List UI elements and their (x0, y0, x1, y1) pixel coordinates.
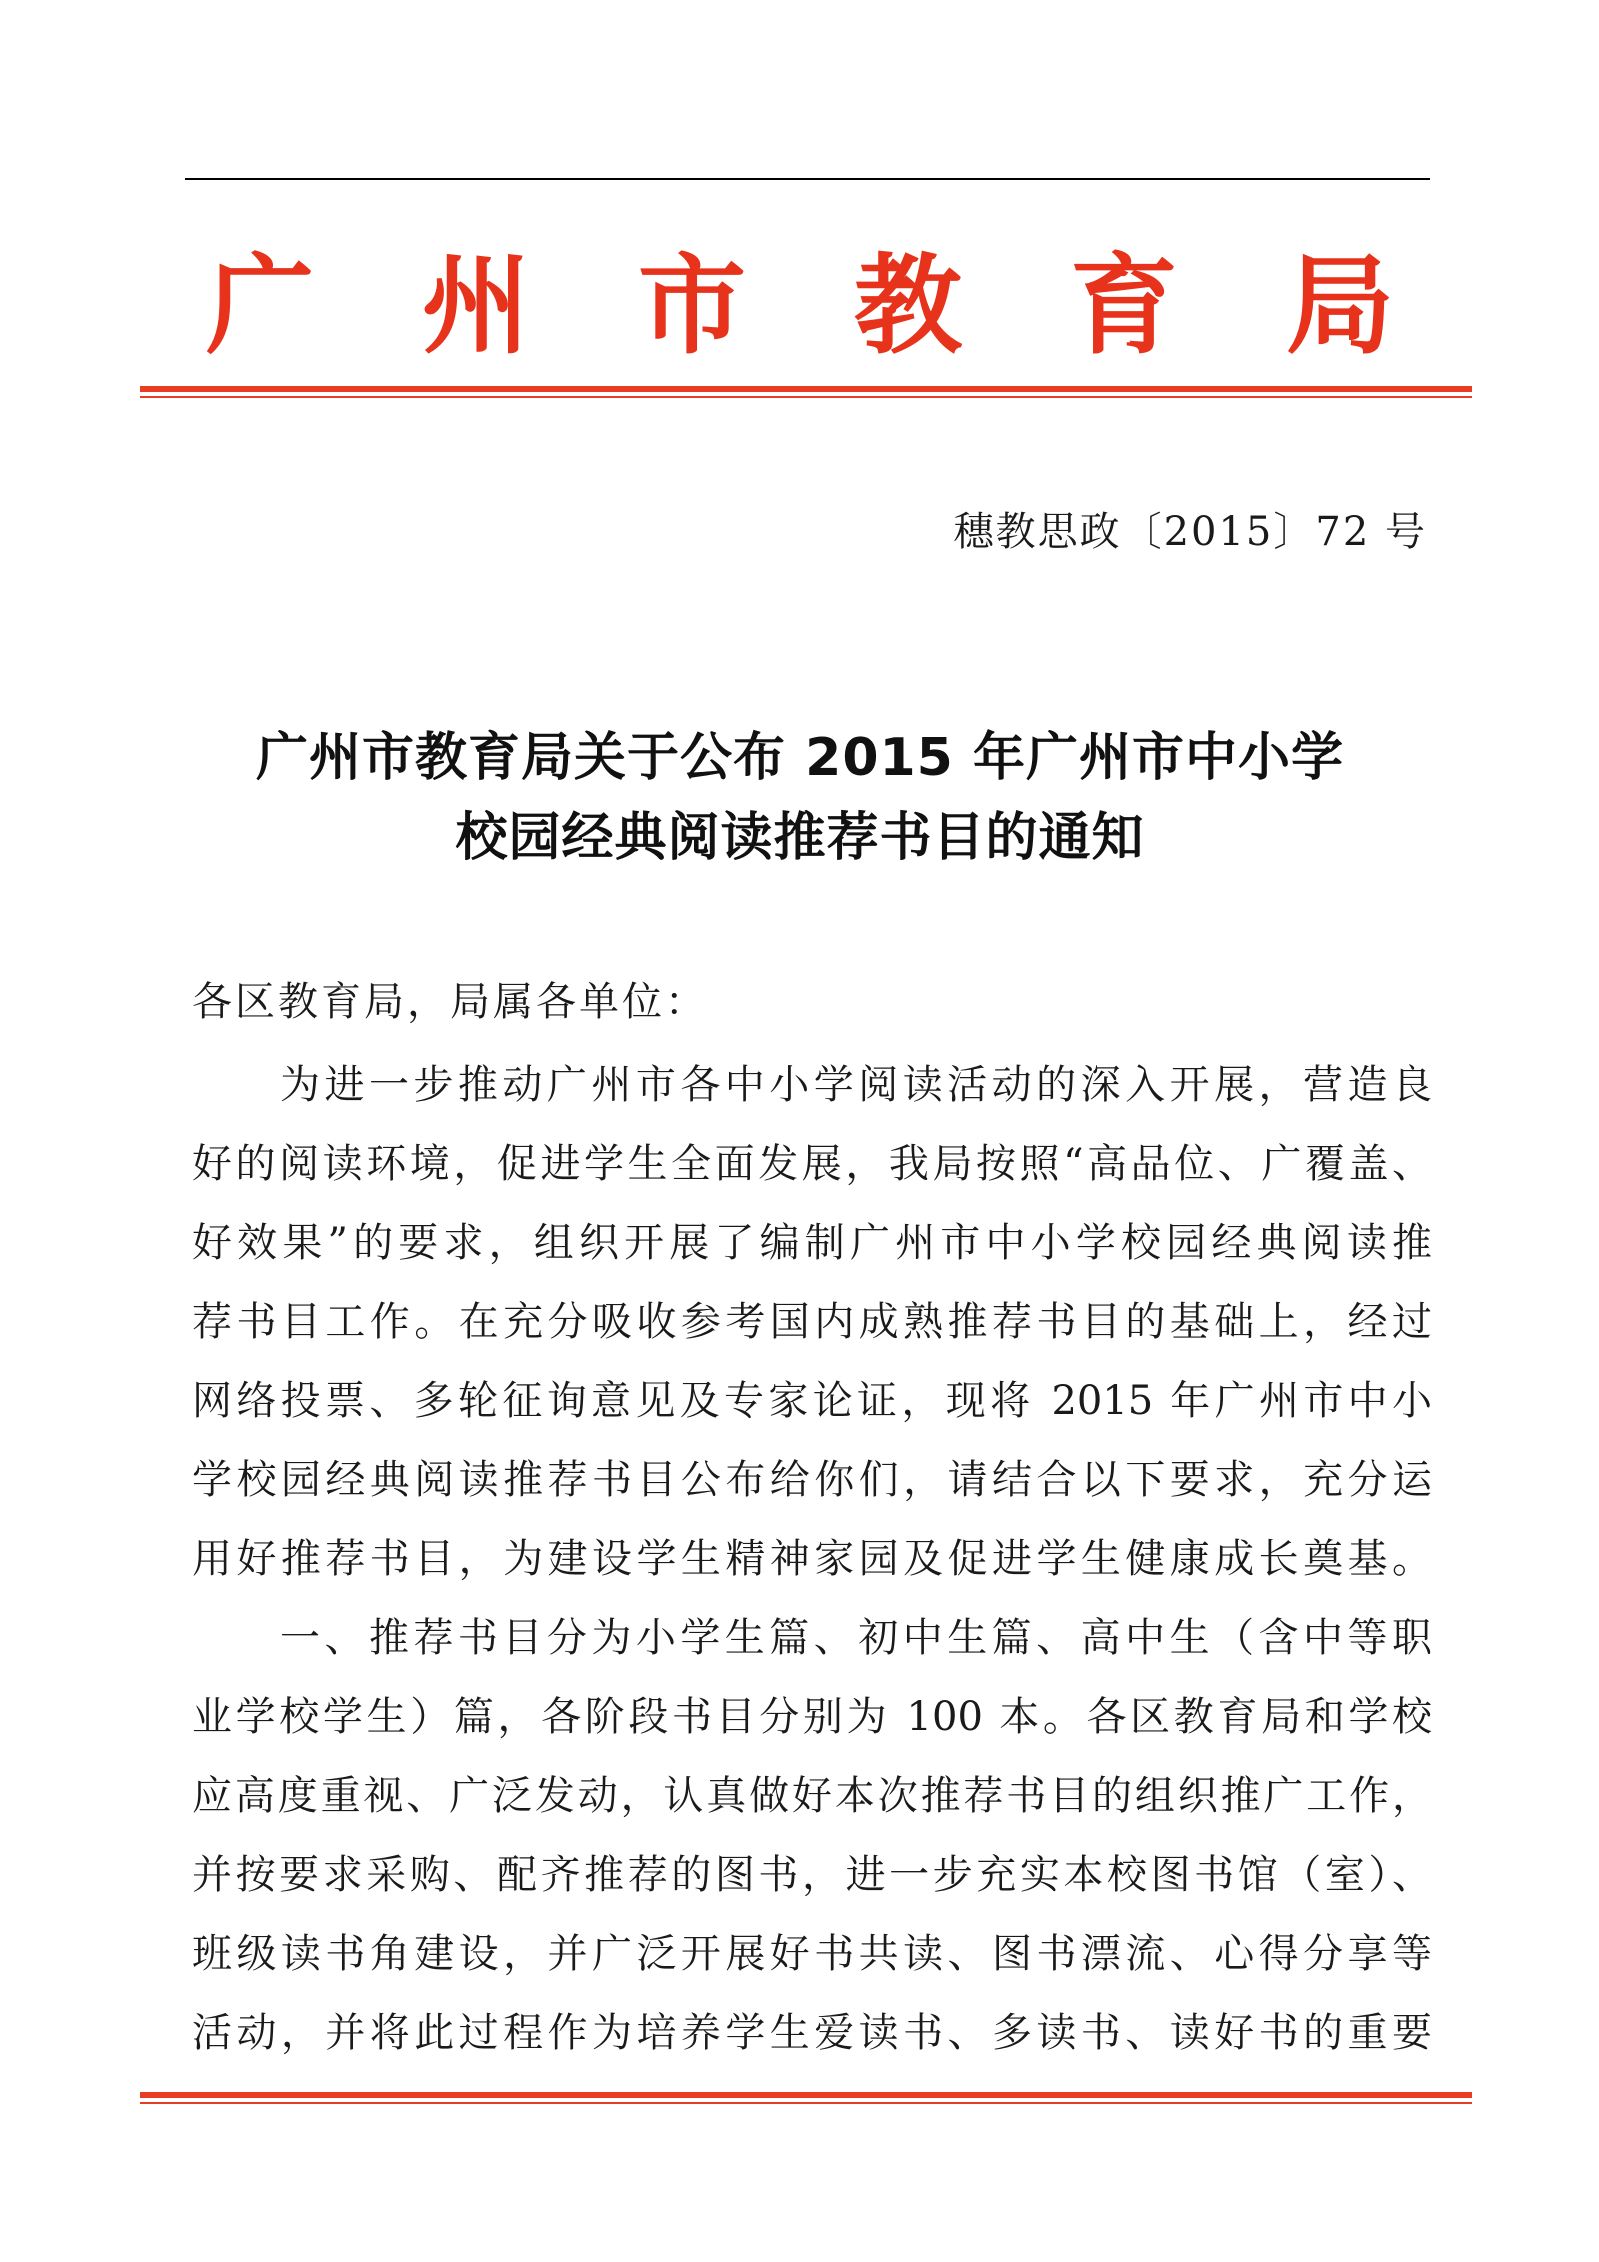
body-line: 应高度重视、广泛发动，认真做好本次推荐书目的组织推广工作， (192, 1773, 1432, 1819)
body-text (192, 1046, 1432, 2073)
body-line: 为进一步推动广州市各中小学阅读活动的深入开展，营造良 (280, 1062, 1432, 1108)
body-line: 活动，并将此过程作为培养学生爱读书、多读书、读好书的重要 (192, 2010, 1432, 2056)
body-line: 一、推荐书目分为小学生篇、初中生篇、高中生（含中等职 (280, 1615, 1432, 1661)
agency-letterhead (190, 242, 1410, 372)
body-line: 好效果”的要求，组织开展了编制广州市中小学校园经典阅读推 (192, 1220, 1432, 1266)
body-line: 学校园经典阅读推荐书目公布给你们，请结合以下要求，充分运 (192, 1457, 1432, 1503)
body-line: 用好推荐书目，为建设学生精神家园及促进学生健康成长奠基。 (192, 1536, 1432, 1582)
body-line: 网络投票、多轮征询意见及专家论证，现将 2015 年广州市中小 (192, 1378, 1432, 1424)
body-line: 好的阅读环境，促进学生全面发展，我局按照“高品位、广覆盖、 (192, 1141, 1432, 1187)
title-line: 广州市教育局关于公布 2015 年广州市中小学 (256, 728, 1344, 788)
letterhead-char: 广 (205, 244, 314, 369)
header-red-rule (140, 386, 1472, 400)
top-black-rule (185, 178, 1430, 180)
footer-red-rule (140, 2092, 1472, 2106)
letterhead-char: 局 (1285, 244, 1394, 369)
letterhead-char: 州 (421, 244, 530, 369)
red-rule-thin (140, 396, 1472, 398)
document-title (150, 718, 1450, 878)
title-line: 校园经典阅读推荐书目的通知 (455, 808, 1145, 868)
salutation: 各区教育局，局属各单位： (192, 979, 708, 1025)
red-rule-thick (140, 386, 1472, 392)
body-line: 业学校学生）篇，各阶段书目分别为 100 本。各区教育局和学校 (192, 1694, 1432, 1740)
letterhead-char: 市 (637, 244, 746, 369)
red-rule-thin (140, 2102, 1472, 2104)
body-line: 荐书目工作。在充分吸收参考国内成熟推荐书目的基础上，经过 (192, 1299, 1432, 1345)
body-line: 班级读书角建设，并广泛开展好书共读、图书漂流、心得分享等 (192, 1931, 1432, 1977)
document-number: 穗教思政〔2015〕72 号 (953, 509, 1427, 555)
red-rule-thick (140, 2092, 1472, 2098)
body-line: 并按要求采购、配齐推荐的图书，进一步充实本校图书馆（室）、 (192, 1852, 1432, 1898)
letterhead-char: 育 (1069, 244, 1178, 369)
letterhead-char: 教 (853, 244, 962, 369)
